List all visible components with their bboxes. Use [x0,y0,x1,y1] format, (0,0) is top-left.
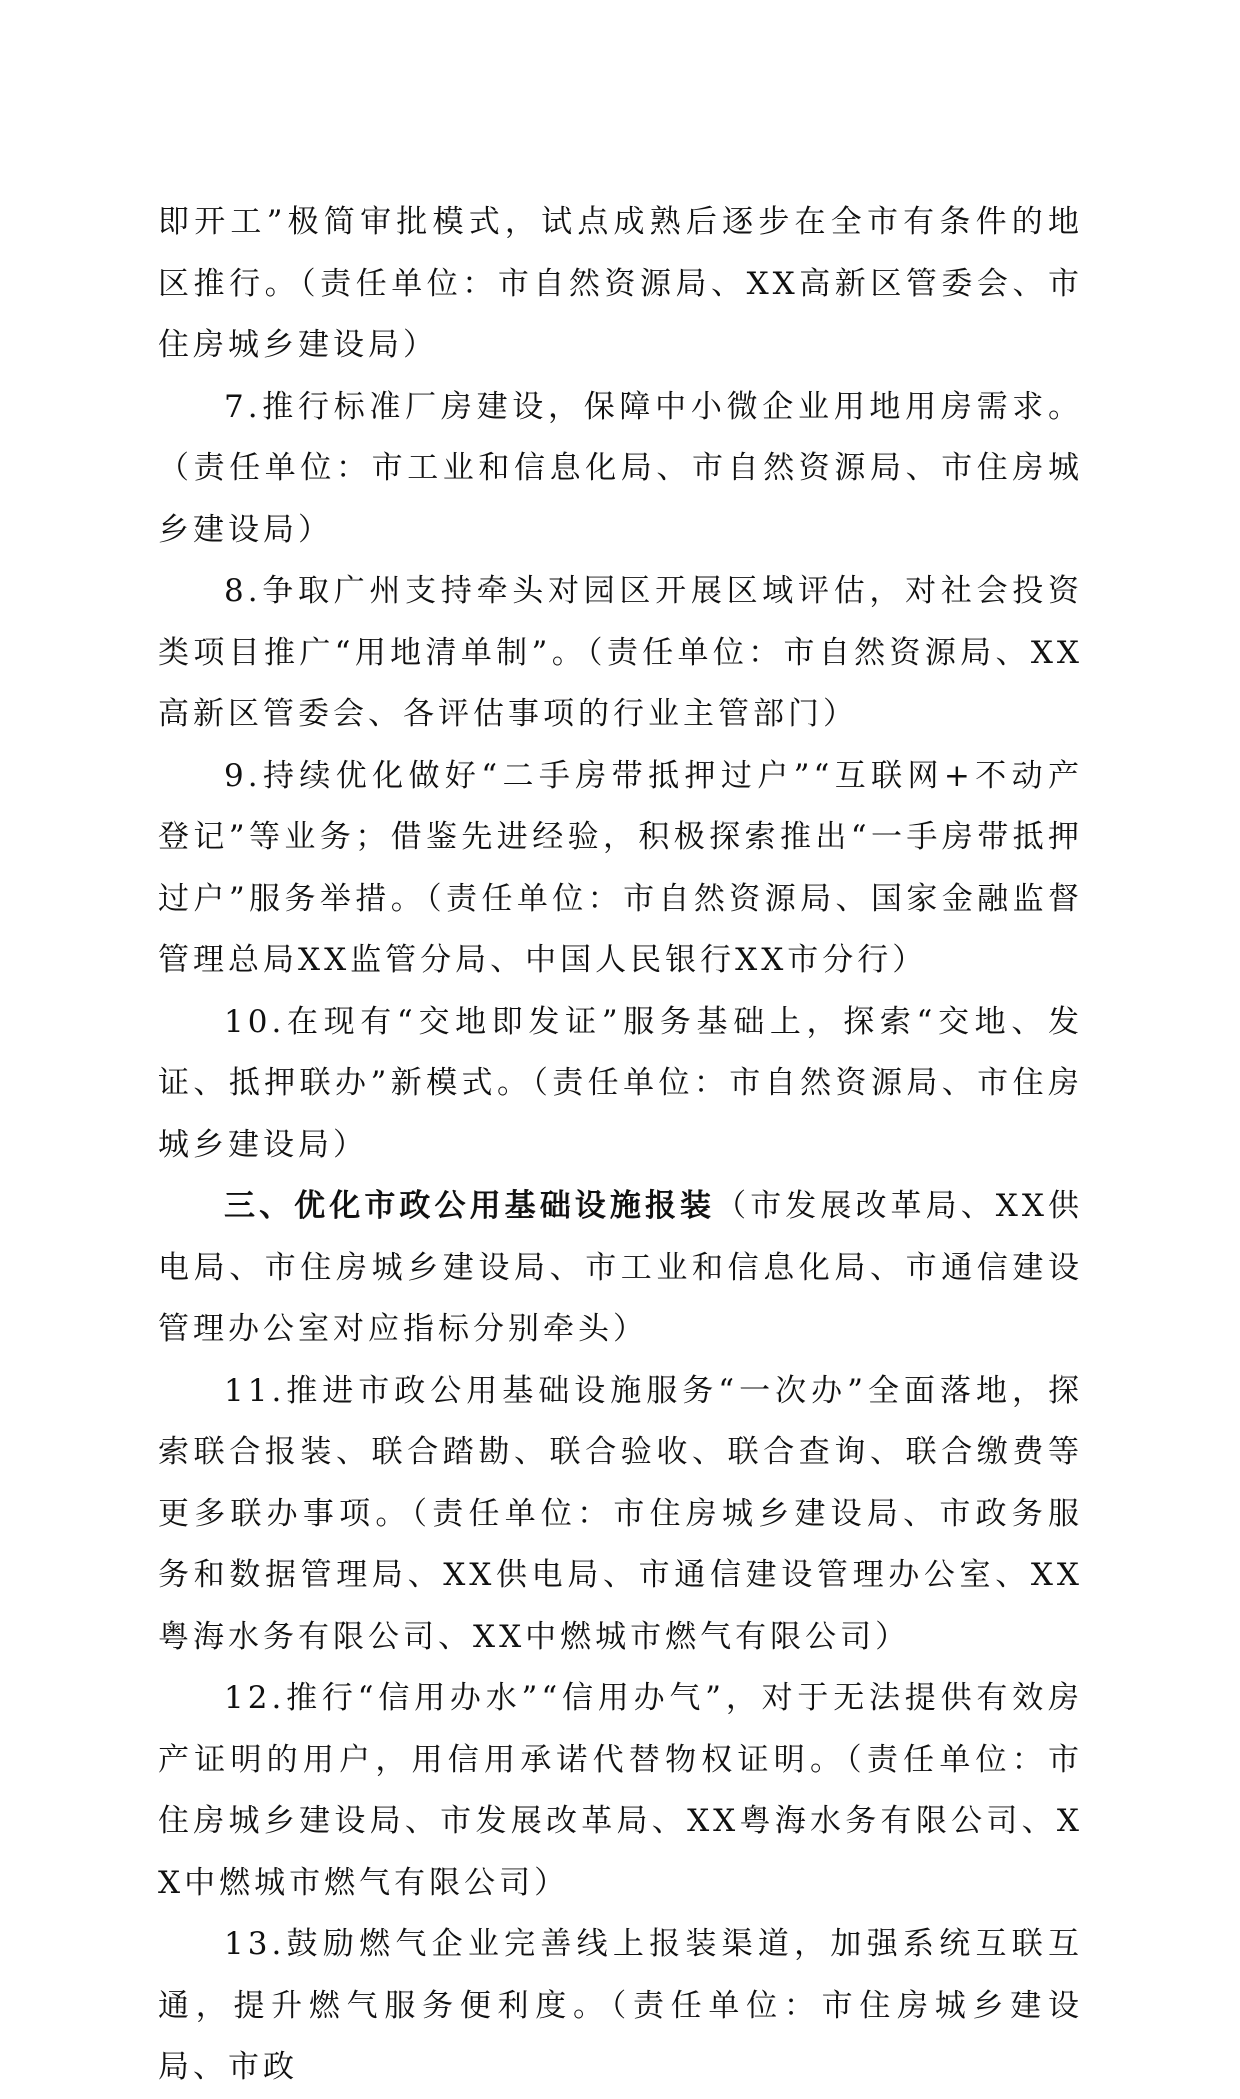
section-heading-lead-units: （市发展改革局、XX供电局、市住房城乡建设局、市工业和信息化局、市通信建设管理办公室对应指标分别牵头） [158,1188,1084,1347]
paragraph-item-10: 10.在现有“交地即发证”服务基础上，探索“交地、发证、抵押联办”新模式。（责任单位：市自然资源局、市住房城乡建设局） [158,1003,1083,1163]
document-page [158,192,1083,2099]
section-heading-title: 三、优化市政公用基础设施报装 [224,1188,716,1224]
paragraph-item-9: 9.持续优化做好“二手房带抵押过户”“互联网+不动产登记”等业务；借鉴先进经验，积极探索推出“一手房带抵押过户”服务举措。（责任单位：市自然资源局、国家金融监督管理总局XX监管分局、中国人民银行XX市分行） [158,757,1083,978]
paragraph-item-8: 8.争取广州支持牵头对园区开展区域评估，对社会投资类项目推广“用地清单制”。（责任单位：市自然资源局、XX高新区管委会、各评估事项的行业主管部门） [158,573,1083,732]
paragraph-item-12: 12.推行“信用办水”“信用办气”，对于无法提供有效房产证明的用户，用信用承诺代替物权证明。（责任单位：市住房城乡建设局、市发展改革局、XX粤海水务有限公司、XX中燃城市燃气有限公司） [158,1680,1083,1901]
paragraph-continuation: 即开工”极简审批模式，试点成熟后逐步在全市有条件的地区推行。（责任单位：市自然资源局、XX高新区管委会、市住房城乡建设局） [158,204,1083,363]
paragraph-item-7: 7.推行标准厂房建设，保障中小微企业用地用房需求。（责任单位：市工业和信息化局、市自然资源局、市住房城乡建设局） [158,388,1083,548]
section-heading-paragraph [158,1176,1083,1361]
paragraph-item-11: 11.推进市政公用基础设施服务“一次办”全面落地，探索联合报装、联合踏勘、联合验收、联合查询、联合缴费等更多联办事项。（责任单位：市住房城乡建设局、市政务服务和数据管理局、XX供电局、市通信建设管理办公室、XX粤海水务有限公司、XX中燃城市燃气有限公司） [158,1372,1083,1655]
paragraph-item-13: 13.鼓励燃气企业完善线上报装渠道，加强系统互联互通，提升燃气服务便利度。（责任单位：市住房城乡建设局、市政 [158,1926,1083,2085]
